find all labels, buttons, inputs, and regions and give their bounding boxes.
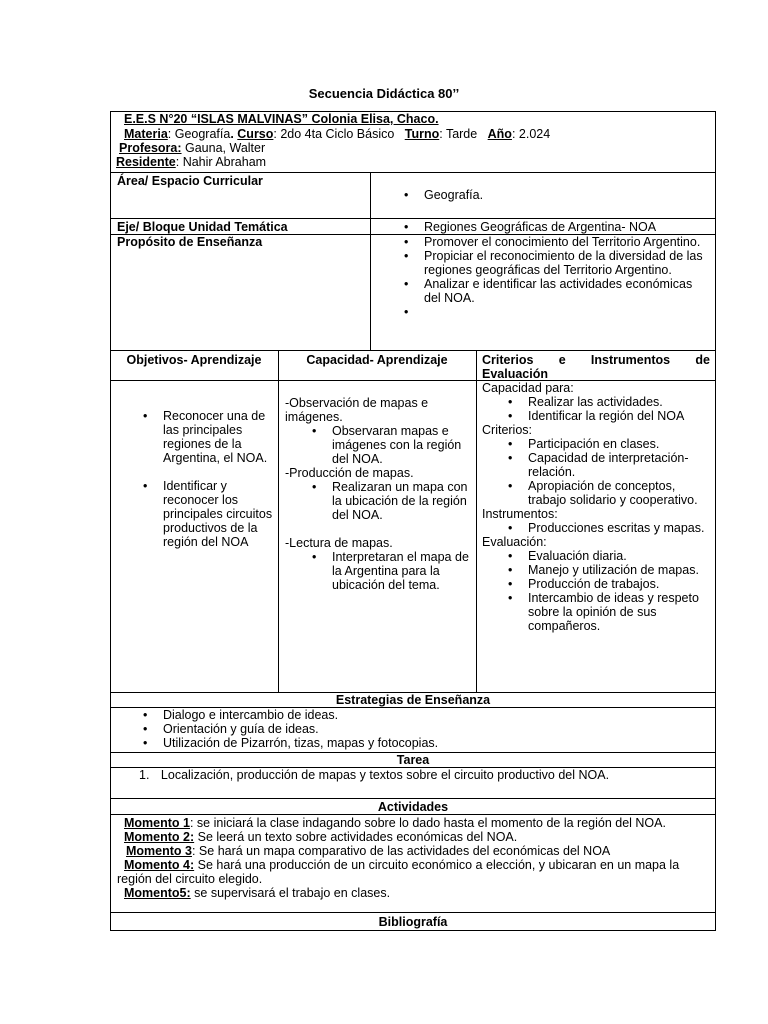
profesora-line [119,141,265,155]
residente-line [116,155,266,169]
residente-label: Residente [116,155,176,169]
area-value: • Geografía. [424,188,483,202]
inst-title: Instrumentos: [482,507,558,521]
turno-value: : Tarde [439,127,478,141]
criterios-header-line2: Evaluación [482,367,548,381]
eje-list [424,220,656,234]
momento-1-label: Momento 1 [124,816,190,830]
materia-line: Materia: Geografía. Curso: 2do 4ta Ciclo Básico Turno: Tarde Año: 2.024 [124,127,551,141]
tarea-title: Tarea [396,753,430,767]
momento-2-label: Momento 2: [124,830,195,844]
list-item: • Capacidad de interpretación-relación. [528,451,708,479]
list-item: • Apropiación de conceptos, trabajo solidario y cooperativo. [528,479,708,507]
list-item: • Propiciar el reconocimiento de la diversidad de las regiones geográficas del Territorio Argentino. [424,249,709,277]
momento-2-text: Se leerá un texto sobre actividades económicas del NOA. [194,830,518,844]
momento-4-text: Se hará una producción de un circuito económico a elección, y ubicaran en un mapa la [194,858,680,872]
list-item: • Utilización de Pizarrón, tizas, mapas y fotocopias. [163,736,703,750]
bibliografia-title: Bibliografía [378,915,448,929]
cap-title: Capacidad para: [482,381,574,395]
area-label: Área/ Espacio Curricular [117,174,263,188]
turno-label: Turno [404,127,440,141]
col-header-objetivos: Objetivos- Aprendizaje [126,353,262,367]
list-item: • Identificar y reconocer los principales circuitos productivos de la región del NOA [163,479,273,549]
list-item [424,305,709,319]
prod-title: -Producción de mapas. [285,466,414,480]
list-item: • Producciones escritas y mapas. [528,521,708,535]
curso-label: Curso [237,127,274,141]
crit-title: Criterios: [482,423,533,437]
curso-value: : 2do 4ta Ciclo Básico [273,127,395,141]
eje-label: Eje/ Bloque Unidad Temática [117,220,288,234]
list-item: • Realizaran un mapa con la ubicación de la región del NOA. [332,480,471,522]
obs-title: -Observación de mapas e imágenes. [285,396,429,424]
list-item: • Manejo y utilización de mapas. [528,563,708,577]
criterios-content [482,381,708,633]
estrategias-list [163,708,703,750]
profesora-label: Profesora: [119,141,182,155]
proposito-list [424,235,709,319]
tarea-text: Localización, producción de mapas y textos sobre el circuito productivo del NOA. [160,768,610,782]
list-item: • Realizar las actividades. [528,395,708,409]
list-item: • Promover el conocimiento del Territorio Argentino. [424,235,709,249]
materia-value: : Geografía [167,127,231,141]
school-header [124,112,439,126]
col-header-criterios [482,353,710,381]
list-item: • Intercambio de ideas y respeto sobre la opinión de sus compañeros. [528,591,708,633]
list-item: • Reconocer una de las principales regiones de la Argentina, el NOA. [163,409,273,465]
list-item: • Analizar e identificar las actividades económicas del NOA. [424,277,709,305]
momento-3-text: : Se hará un mapa comparativo de las actividades del económicas del NOA [191,844,611,858]
estrategias-title: Estrategias de Enseñanza [335,693,491,707]
eval-title: Evaluación: [482,535,547,549]
momento-4-text-cont: región del circuito elegido. [117,872,263,886]
tarea-number: 1. [139,768,150,782]
momento-5-label: Momento5: [124,886,191,900]
capacidad-content [285,396,471,592]
list-item: • Participación en clases. [528,437,708,451]
list-item: • Observaran mapas e imágenes con la región del NOA. [332,424,471,466]
momento-1-text: : se iniciará la clase indagando sobre lo dado hasta el momento de la región del NOA. [189,816,666,830]
profesora-value: Gauna, Walter [181,141,266,155]
proposito-label: Propósito de Enseñanza [117,235,263,249]
momento-4-label: Momento 4: [124,858,195,872]
area-list [424,188,483,202]
residente-value: : Nahir Abraham [175,155,267,169]
page-title: Secuencia Didáctica 80’’ [308,86,460,101]
school-name: E.E.S N°20 “ISLAS MALVINAS” Colonia Elisa, Chaco. [124,112,439,126]
criterios-header-line1: Criterios e Instrumentos de [482,353,710,367]
anio-value: : 2.024 [511,127,551,141]
momento-5-text: se supervisará el trabajo en clases. [190,886,391,900]
list-item: • Producción de trabajos. [528,577,708,591]
anio-label: Año [487,127,512,141]
eje-value: • Regiones Geográficas de Argentina- NOA [424,220,656,234]
lect-title: -Lectura de mapas. [285,536,393,550]
list-item: • Evaluación diaria. [528,549,708,563]
objetivos-list [163,409,273,549]
momento-3-label: Momento 3 [126,844,192,858]
actividades-content [117,816,709,900]
actividades-title: Actividades [377,800,449,814]
list-item: • Dialogo e intercambio de ideas. [163,708,703,722]
materia-label: Materia [124,127,168,141]
list-item: • Interpretaran el mapa de la Argentina para la ubicación del tema. [332,550,471,592]
list-item: • Identificar la región del NOA [528,409,708,423]
list-item: • Orientación y guía de ideas. [163,722,703,736]
col-header-capacidad: Capacidad- Aprendizaje [306,353,448,367]
tarea-item [139,768,609,782]
